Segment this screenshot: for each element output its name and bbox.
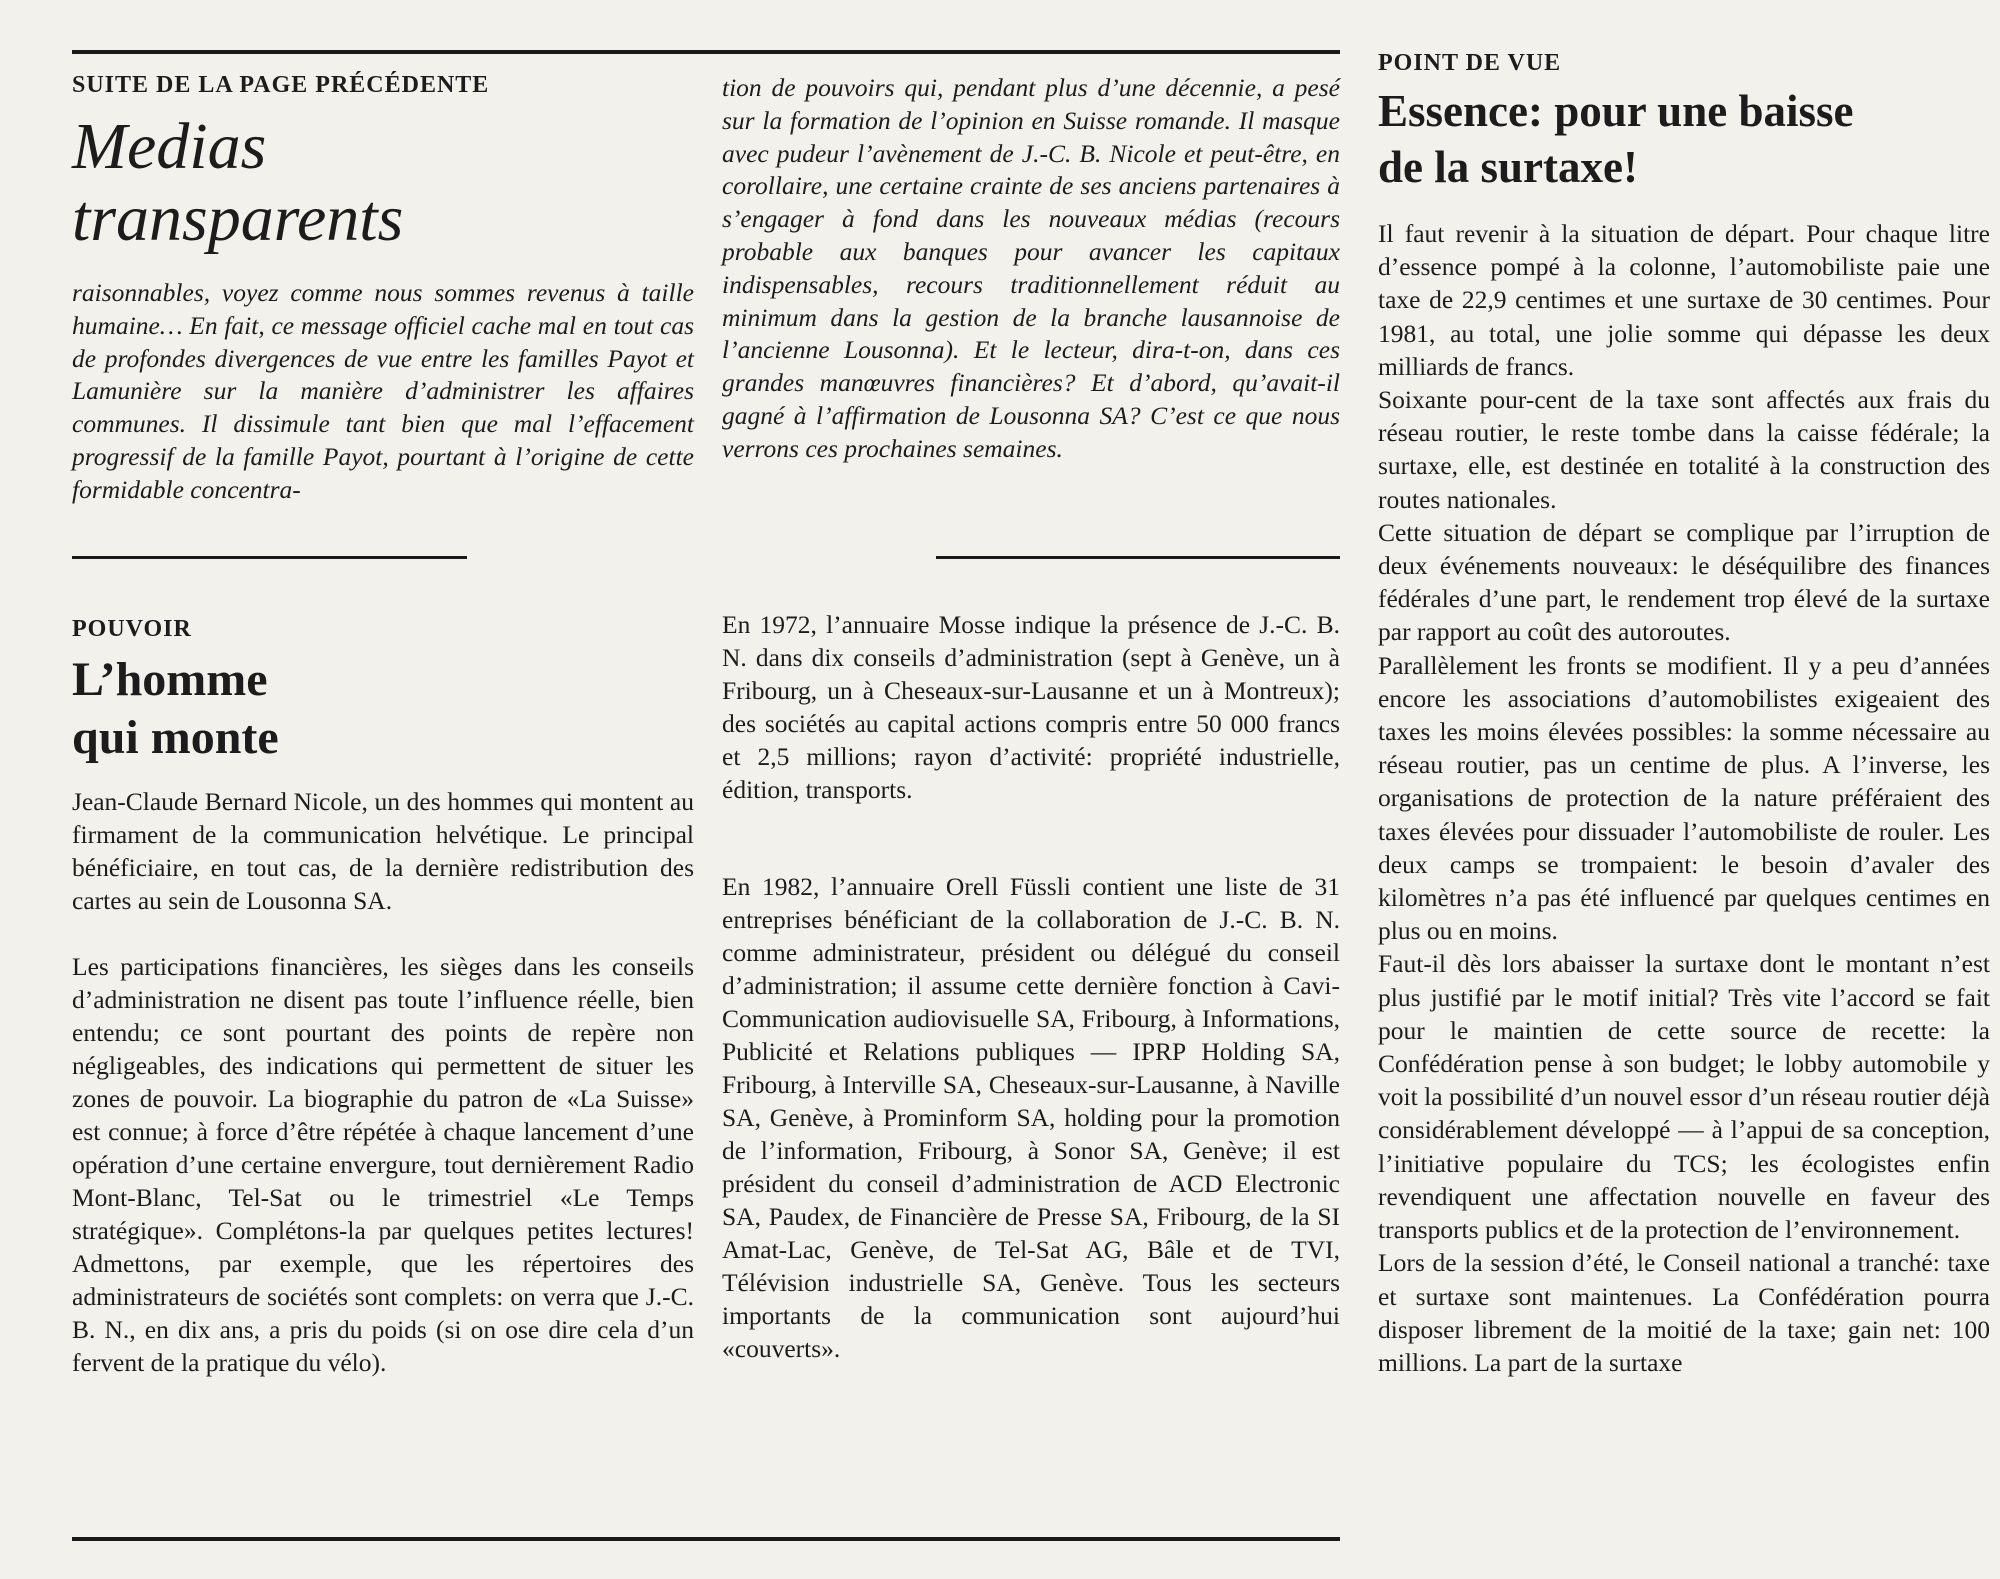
pouvoir-article-col2 [722, 608, 1340, 1365]
essence-paragraph-6: Lors de la session d’été, le Conseil national a tranché: taxe et surtaxe sont maintenues. La Confédération pourra disposer librement de la moitié de la taxe; gain net: 100 millions. La part de la surtaxe [1378, 1248, 1990, 1377]
essence-paragraph-5: Faut-il dès lors abaisser la surtaxe dont le montant n’est plus justifié par le motif initial? Très vite l’accord se fait pour le maintien de cette source de recette: la Confédération pense à son budget; le lobby automobile y voit la possibilité d’un nouvel essor d’un réseau routier déjà considérablement développé — à l’appui de sa conception, l’initiative populaire du TCS; les écologistes enfin revendiquent une affectation nouvelle en faveur des transports publics et de la protection de l’environnement. [1378, 949, 1990, 1245]
essence-article [1378, 50, 1990, 1379]
medias-title-line1: Medias [72, 110, 267, 183]
pouvoir-title [72, 651, 694, 767]
medias-article-col2 [722, 72, 1340, 466]
medias-body-col2: tion de pouvoirs qui, pendant plus d’une décennie, a pesé sur la formation de l’opinion en Suisse romande. Il masque avec pudeur l’avènement de J.-C. B. Nicole et peut-être, en corollaire, une certaine crainte de ses anciens partenaires à s’engager à fond dans les nouveaux médias (recours probable aux banques pour avancer les capitaux indispensables, recours traditionnellement réduit au minimum dans la gestion de la branche lausannoise de l’ancienne Lousonna). Et le lecteur, dira-t-on, dans ces grandes manœuvres financières? Et d’abord, qu’avait-il gagné à l’affirmation de Lousonna SA? C’est ce que nous verrons ces prochaines semaines. [722, 73, 1340, 463]
medias-article-col1 [72, 72, 694, 507]
pouvoir-kicker: POUVOIR [72, 616, 192, 642]
essence-paragraph-2: Soixante pour-cent de la taxe sont affectés aux frais du réseau routier, le reste tombe dans la caisse fédérale; la surtaxe, elle, est destinée en totalité à la construction des routes nationales. [1378, 385, 1990, 514]
essence-body [1378, 217, 1990, 1379]
medias-title [72, 111, 694, 255]
essence-title [1378, 83, 1990, 195]
col2-end-rule [936, 556, 1340, 559]
pouvoir-col2-paragraph-1: En 1972, l’annuaire Mosse indique la présence de J.-C. B. N. dans dix conseils d’administration (sept à Genève, un à Fribourg, un à Cheseaux-sur-Lausanne et un à Montreux); des sociétés au capital actions compris entre 50 000 francs et 2,5 millions; rayon d’activité: propriété industrielle, édition, transports. [722, 610, 1340, 804]
essence-paragraph-1: Il faut revenir à la situation de départ. Pour chaque litre d’essence pompé à la colonne, l’automobiliste paie une taxe de 22,9 centimes et une surtaxe de 30 centimes. Pour 1981, au total, une jolie somme qui dépasse les deux milliards de francs. [1378, 219, 1990, 381]
essence-paragraph-4: Parallèlement les fronts se modifient. Il y a peu d’années encore les associations d’automobilistes exigeaient des taxes les moins élevées possibles: la somme nécessaire au réseau routier, pas un centime de plus. A l’inverse, les organisations de protection de la nature préféraient des taxes élevées pour dissuader l’automobiliste de rouler. Les deux camps se trompaient: le besoin d’avaler des kilomètres n’a pas été influencé par quelques centimes en plus ou en moins. [1378, 650, 1990, 946]
pouvoir-title-line1: L’homme [72, 653, 268, 706]
medias-body-col1: raisonnables, voyez comme nous sommes revenus à taille humaine… En fait, ce message officiel cache mal en tout cas de profondes divergences de vue entre les familles Payot et Lamunière sur la manière d’administrer les affaires communes. Il dissimule tant bien que mal l’effacement progressif de la famille Payot, pourtant à l’origine de cette formidable concentra- [72, 278, 694, 504]
essence-title-line1: Essence: pour une baisse [1378, 86, 1854, 136]
bottom-rule [72, 1537, 1340, 1541]
pouvoir-paragraph-2: Les participations financières, les sièges dans les conseils d’administration ne disent pas toute l’influence réelle, bien entendu; ce sont pourtant des points de repère non négligeables, des indications qui permettent de situer les zones de pouvoir. La biographie du patron de «La Suisse» est connue; à force d’être répétée à chaque lancement d’une opération d’une certaine envergure, tout dernièrement Radio Mont-Blanc, Tel-Sat ou le trimestriel «Le Temps stratégique». Complétons-la par quelques petites lectures! Admettons, par exemple, que les répertoires des administrateurs de sociétés sont complets: on verra que J.-C. B. N., en dix ans, a pris du poids (si on ose dire cela d’un fervent de la pratique du vélo). [72, 952, 694, 1377]
pouvoir-paragraph-1: Jean-Claude Bernard Nicole, un des hommes qui montent au firmament de la communication helvétique. Le principal bénéficiaire, en tout cas, de la dernière redistribution des cartes au sein de Lousonna SA. [72, 787, 694, 915]
medias-kicker: SUITE DE LA PAGE PRÉCÉDENTE [72, 72, 490, 98]
pouvoir-article-col1 [72, 616, 694, 1379]
pouvoir-title-line2: qui monte [72, 711, 279, 764]
essence-title-line2: de la surtaxe! [1378, 142, 1638, 192]
pouvoir-body-col1 [72, 785, 694, 1379]
col1-end-rule [72, 556, 467, 559]
essence-kicker: POINT DE VUE [1378, 50, 1562, 76]
pouvoir-col2-paragraph-2: En 1982, l’annuaire Orell Füssli contient une liste de 31 entreprises bénéficiant de la collaboration de J.-C. B. N. comme administrateur, président ou délégué du conseil d’administration; il assume cette dernière fonction à Cavi-Communication audiovisuelle SA, Fribourg, à Informations, Publicité et Relations publiques — IPRP Holding SA, Fribourg, à Interville SA, Cheseaux-sur-Lausanne, à Naville SA, Genève, à Prominform SA, holding pour la promotion de l’information, Fribourg, à Sonor SA, Genève; il est président du conseil d’administration de ACD Electronic SA, Paudex, de Financière de Presse SA, Fribourg, de la SI Amat-Lac, Genève, de Tel-Sat AG, Bâle et de TVI, Télévision industrielle SA, Genève. Tous les secteurs importants de la communication sont aujourd’hui «couverts». [722, 872, 1340, 1363]
top-rule [72, 50, 1340, 54]
medias-title-line2: transparents [72, 182, 404, 255]
essence-paragraph-3: Cette situation de départ se complique par l’irruption de deux événements nouveaux: le déséquilibre des finances fédérales d’une part, le rendement trop élevé de la surtaxe par rapport au coût des autoroutes. [1378, 517, 1990, 647]
